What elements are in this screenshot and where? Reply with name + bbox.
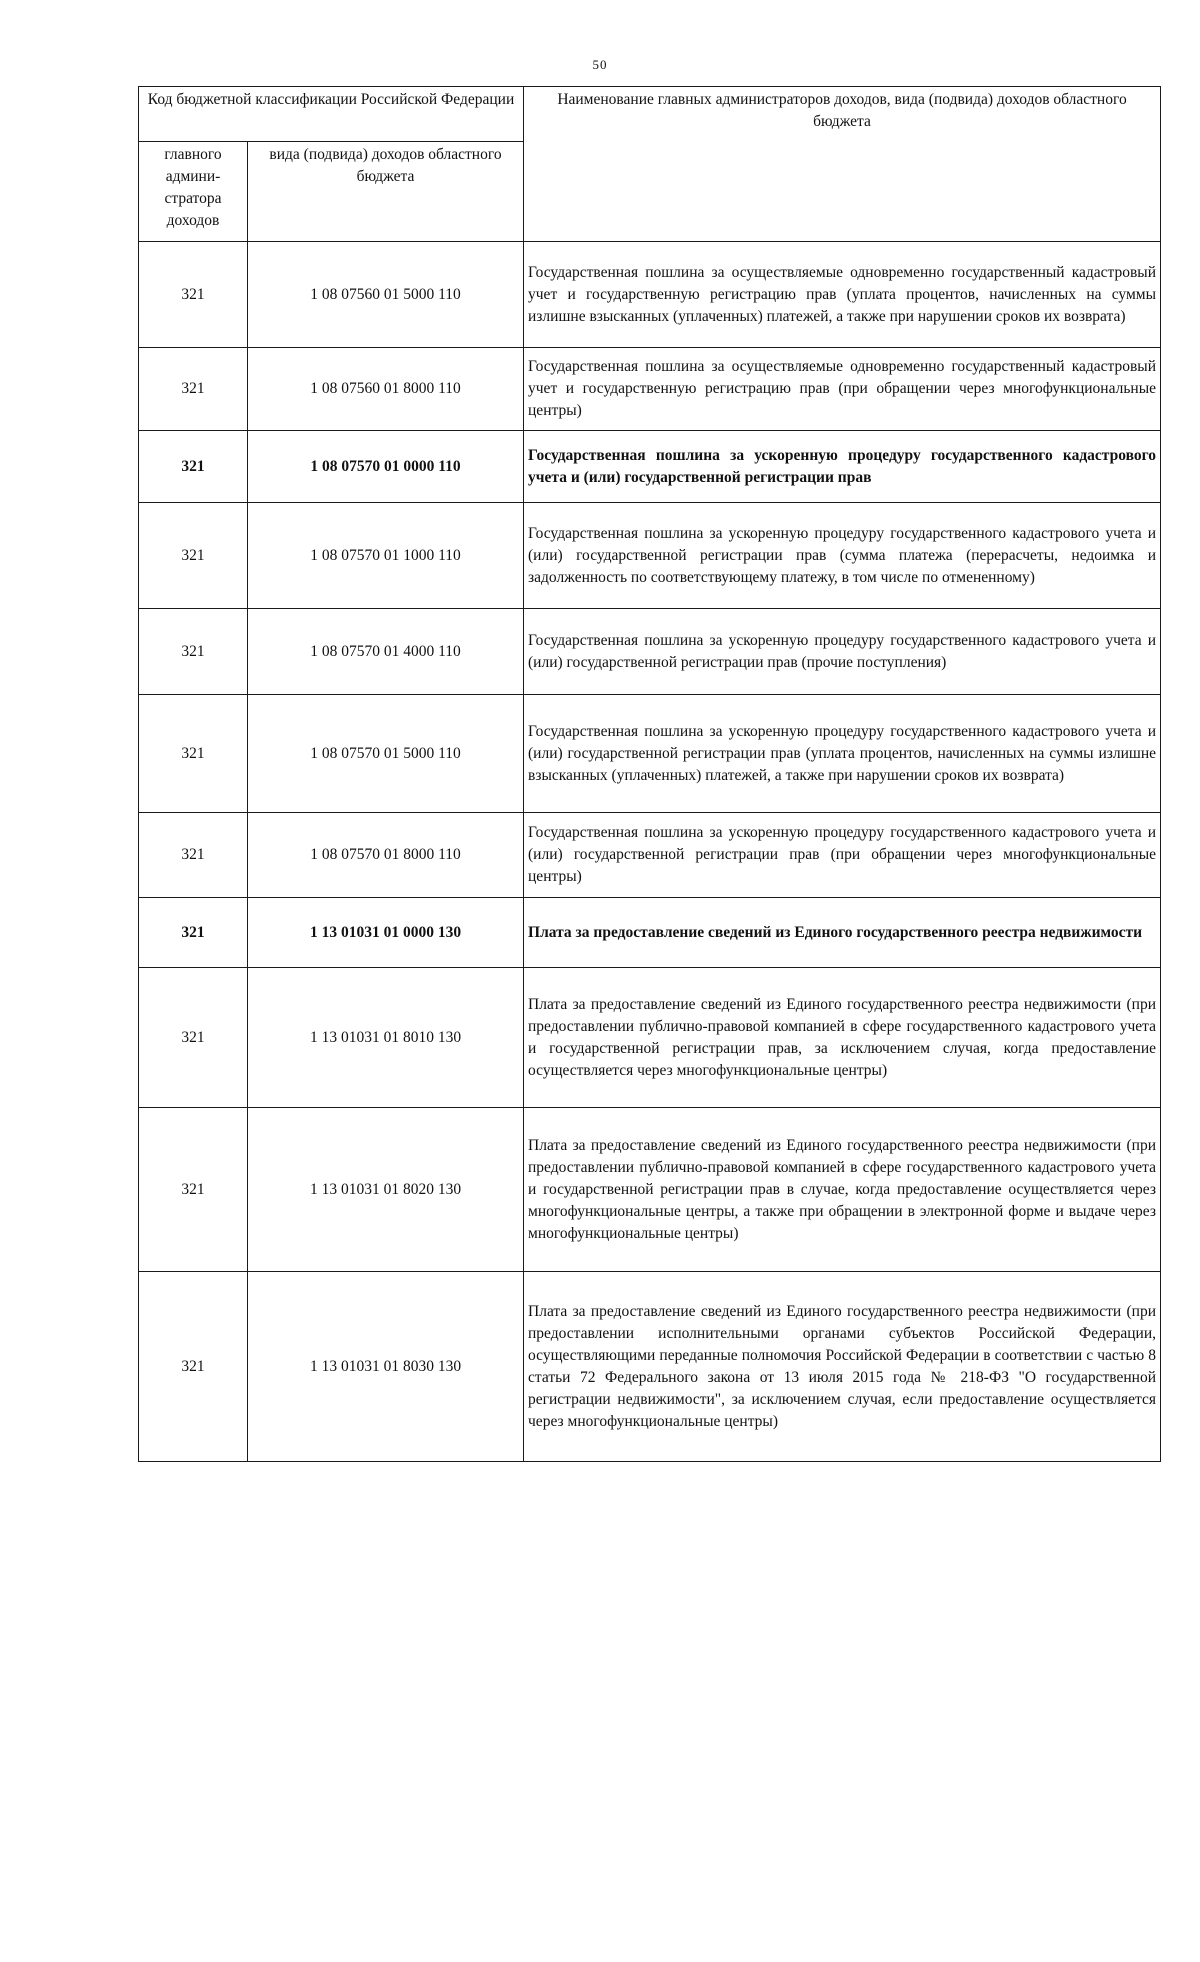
admin-column-header: главного админи-стратора доходов: [139, 142, 248, 242]
revenue-name-cell: Плата за предоставление сведений из Единого государственного реестра недвижимости (при предоставлении исполнительными органами субъектов Российской Федерации, осуществляющими переданные полномочия Российской Федерации в соответствии с частью 8 статьи 72 Федерального закона от 13 июля 2015 года № 218-ФЗ "О государственной регистрации недвижимости", за исключением случая, если предоставление осуществляется через многофункциональные центры): [524, 1272, 1161, 1462]
page-number: 50: [592, 57, 608, 72]
revenue-code-cell: 1 08 07570 01 1000 110: [248, 503, 524, 609]
revenue-name-cell: Государственная пошлина за ускоренную процедуру государственного кадастрового учета и (или) государственной регистрации прав (при обращении через многофункциональные центры): [524, 813, 1161, 898]
revenue-name-cell: Плата за предоставление сведений из Единого государственного реестра недвижимости (при предоставлении публично-правовой компанией в сфере государственного кадастрового учета и государственной регистрации прав, за исключением случая, когда предоставление осуществляется через многофункциональные центры): [524, 968, 1161, 1108]
admin-code-cell: 321: [139, 1272, 248, 1462]
admin-code-cell: 321: [139, 431, 248, 503]
admin-code-cell: 321: [139, 695, 248, 813]
admin-code-cell: 321: [139, 968, 248, 1108]
table-row: [139, 348, 1161, 431]
revenue-classification-table: [138, 86, 1161, 1462]
table-body: [139, 242, 1161, 1462]
table-row: [139, 1272, 1161, 1462]
admin-code-cell: 321: [139, 348, 248, 431]
table-row: [139, 813, 1161, 898]
type-column-header: вида (подвида) доходов областного бюджета: [248, 142, 524, 242]
admin-code-cell: 321: [139, 1108, 248, 1272]
revenue-code-cell: 1 13 01031 01 8030 130: [248, 1272, 524, 1462]
revenue-code-cell: 1 13 01031 01 8010 130: [248, 968, 524, 1108]
revenue-name-cell: Государственная пошлина за ускоренную процедуру государственного кадастрового учета и (или) государственной регистрации прав: [524, 431, 1161, 503]
table-row: [139, 898, 1161, 968]
name-column-header: Наименование главных администраторов доходов, вида (подвида) доходов областного бюджета: [524, 87, 1161, 242]
revenue-code-cell: 1 13 01031 01 8020 130: [248, 1108, 524, 1272]
revenue-name-cell: Плата за предоставление сведений из Единого государственного реестра недвижимости: [524, 898, 1161, 968]
revenue-code-cell: 1 08 07570 01 4000 110: [248, 609, 524, 695]
revenue-code-cell: 1 08 07570 01 8000 110: [248, 813, 524, 898]
table-row: [139, 242, 1161, 348]
revenue-name-cell: Государственная пошлина за осуществляемые одновременно государственный кадастровый учет и государственную регистрацию прав (при обращении через многофункциональные центры): [524, 348, 1161, 431]
admin-code-cell: 321: [139, 813, 248, 898]
revenue-name-cell: Государственная пошлина за осуществляемые одновременно государственный кадастровый учет и государственную регистрацию прав (уплата процентов, начисленных на суммы излишне взысканных (уплаченных) платежей, а также при нарушении сроков их возврата): [524, 242, 1161, 348]
revenue-name-cell: Государственная пошлина за ускоренную процедуру государственного кадастрового учета и (или) государственной регистрации прав (прочие поступления): [524, 609, 1161, 695]
table-row: [139, 695, 1161, 813]
table-row: [139, 1108, 1161, 1272]
revenue-code-cell: 1 08 07570 01 0000 110: [248, 431, 524, 503]
admin-code-cell: 321: [139, 898, 248, 968]
revenue-name-cell: Государственная пошлина за ускоренную процедуру государственного кадастрового учета и (или) государственной регистрации прав (сумма платежа (перерасчеты, недоимка и задолженность по соответствующему платежу, в том числе по отмененному): [524, 503, 1161, 609]
table-row: [139, 503, 1161, 609]
revenue-name-cell: Плата за предоставление сведений из Единого государственного реестра недвижимости (при предоставлении публично-правовой компанией в сфере государственного кадастрового учета и государственной регистрации прав в случае, когда предоставление осуществляется через многофункциональные центры, а также при обращении в электронной форме и выдаче через многофункциональные центры): [524, 1108, 1161, 1272]
table-header: [139, 87, 1161, 242]
admin-code-cell: 321: [139, 609, 248, 695]
table-row: [139, 609, 1161, 695]
table-row: [139, 968, 1161, 1108]
admin-code-cell: 321: [139, 503, 248, 609]
revenue-code-cell: 1 08 07560 01 8000 110: [248, 348, 524, 431]
revenue-name-cell: Государственная пошлина за ускоренную процедуру государственного кадастрового учета и (или) государственной регистрации прав (уплата процентов, начисленных на суммы излишне взысканных (уплаченных) платежей, а также при нарушении сроков их возврата): [524, 695, 1161, 813]
admin-code-cell: 321: [139, 242, 248, 348]
revenue-code-cell: 1 08 07570 01 5000 110: [248, 695, 524, 813]
revenue-code-cell: 1 13 01031 01 0000 130: [248, 898, 524, 968]
kbk-group-header: Код бюджетной классификации Российской Федерации: [139, 87, 524, 142]
revenue-code-cell: 1 08 07560 01 5000 110: [248, 242, 524, 348]
table-row: [139, 431, 1161, 503]
